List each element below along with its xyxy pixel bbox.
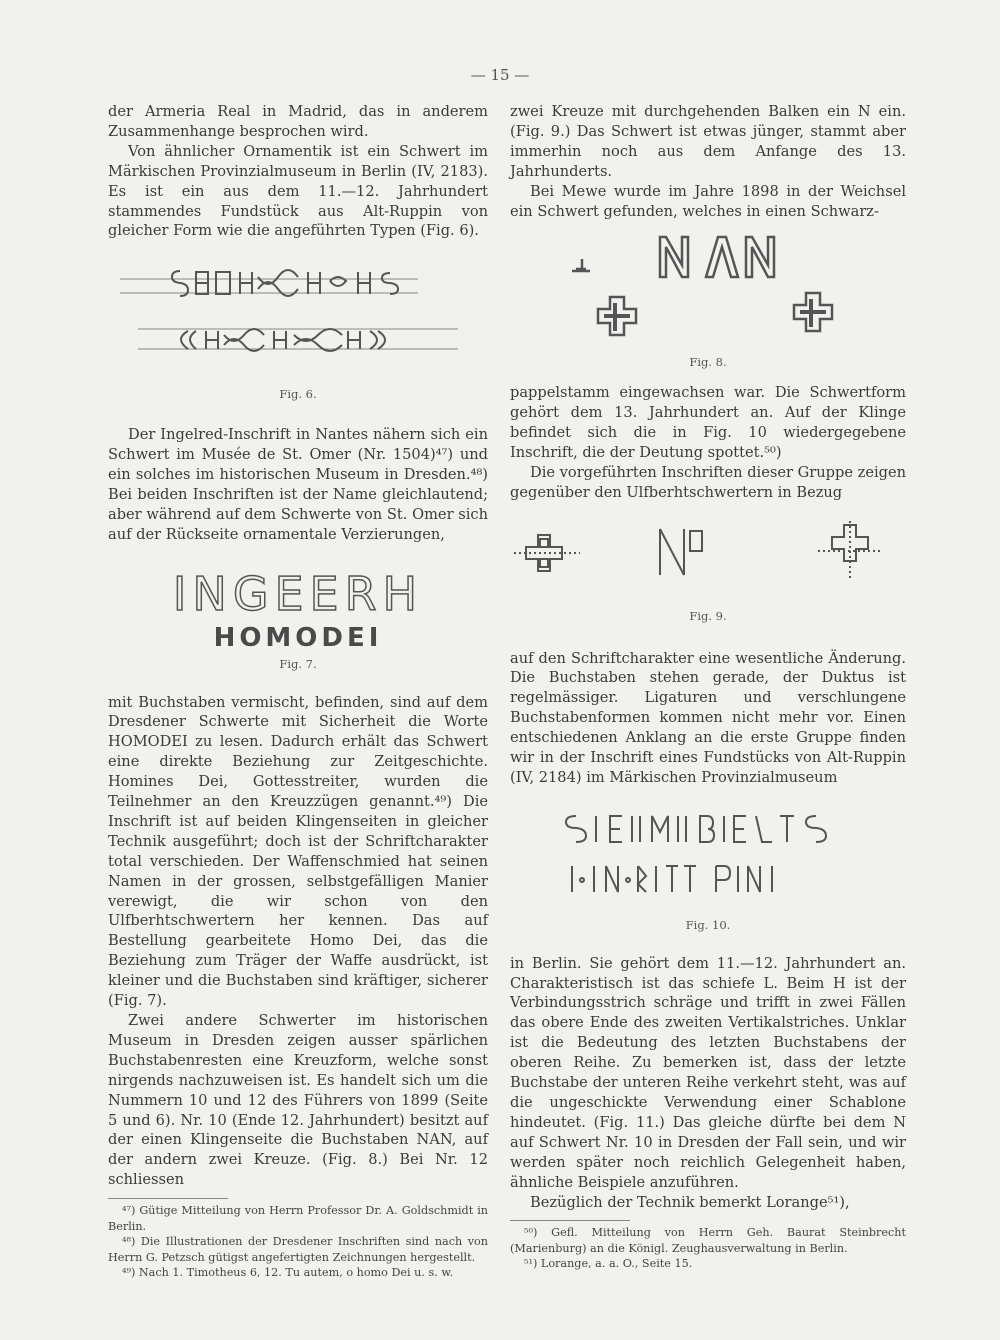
paragraph: mit Buchstaben vermischt, befinden, sind auf dem Dresdener Schwerte mit Sicherheit die Worte HOMODEI zu lesen. Dadurch erhält das Schwert eine direkte Beziehung zur Zeitgeschichte. Homines Dei, Gottesstreiter, wurden die Teilnehmer an den Kreuzzügen genannt.⁴⁹) Die Inschrift ist auf beiden Klingenseiten in gleicher Technik ausgeführt; doch ist der Schriftcharakter total verschieden. Der Waffenschmied hat seinen Namen in der grossen, selbstgefälligen Manier verewigt, die wir schon von den Ulfberhtschwertern her kennen. Das auf Bestellung gearbeitete Homo Dei, das die Beziehung zum Träger der Waffe ausdrückt, ist kleiner und die Buchstaben sind kräftiger, sicherer (Fig. 7). (108, 693, 488, 1010)
sword-inscription-illustration (108, 269, 488, 379)
figure-8 (510, 227, 906, 373)
right-column (510, 102, 906, 1272)
paragraph: Zwei andere Schwerter im historischen Museum in Dresden zeigen ausser spärlichen Buchstabenresten eine Kreuzform, welche sonst nirgends nachzuweisen ist. Es handelt sich um die Nummern 10 und 12 des Führers von 1899 (Seite 5 und 6). Nr. 10 (Ende 12. Jahrhundert) besitzt auf der einen Klingenseite die Buchstaben NAN, auf der andern zwei Kreuze. (Fig. 8.) Bei Nr. 12 schliessen (108, 1012, 488, 1189)
inscription-homodei: HOMODEI (213, 622, 383, 653)
page-number: — 15 — (470, 66, 530, 84)
figure-caption: Fig. 10. (685, 917, 731, 932)
paragraph: Der Ingelred-Inschrift in Nantes nähern sich ein Schwert im Musée de St. Omer (Nr. 1504)⁴⁷) und ein solches im historischen Museum in Dresden.⁴⁸) Bei beiden Inschriften ist der Name gleichlautend; aber während auf dem Schwerte von St. Omer sich auf der Rückseite ornamentale Verzierungen, (108, 426, 488, 543)
footnote: ⁵¹) Lorange, a. a. O., Seite 15. (524, 1257, 693, 1271)
crosses-n-illustration (510, 521, 906, 601)
footnotes-left (108, 1198, 488, 1281)
paragraph: Von ähnlicher Ornamentik ist ein Schwert im Märkischen Provinzialmuseum in Berlin (IV, 2183). Es ist ein aus dem 11.—12. Jahrhundert stammendes Fundstück aus Alt-Ruppin von gleicher Form wie die angeführten Typen (Fig. 6). (108, 142, 488, 240)
figure-caption: Fig. 9. (689, 608, 727, 623)
paragraph: in Berlin. Sie gehört dem 11.—12. Jahrhundert an. Charakteristisch ist das schiefe L. Beim H ist der Verbindungsstrich schräge und trifft in zwei Fällen das obere Ende des zweiten Vertikalstriches. Unklar ist die Bedeutung des letzten Buchstabens der oberen Reihe. Zu bemerken ist, dass der letzte Buchstabe der unteren Reihe verkehrt steht, was auf die ungeschickte Verwendung einer Schablone hindeutet. (Fig. 11.) Das gleiche dürfte bei dem N auf Schwert Nr. 10 in Dresden der Fall sein, und wir werden später noch reichlich Gelegenheit haben, ähnliche Beispiele anzuführen. (510, 954, 906, 1191)
steinmbielts-inscription-illustration (510, 810, 906, 910)
left-column (108, 102, 488, 1281)
footnote: ⁴⁷) Gütige Mitteilung von Herrn Professor Dr. A. Goldschmidt in Berlin. (108, 1204, 488, 1233)
paragraph: zwei Kreuze mit durchgehenden Balken ein N ein. (Fig. 9.) Das Schwert ist etwas jünger, stammt aber immerhin noch aus dem Anfange des 13. Jahrhunderts. (510, 103, 906, 180)
footnote: ⁴⁹) Nach 1. Timotheus 6, 12. Tu autem, o homo Dei u. s. w. (122, 1266, 454, 1280)
paragraph: Die vorgeführten Inschriften dieser Gruppe zeigen gegenüber den Ulfberhtschwertern in Bezug (510, 463, 906, 501)
figure-10 (510, 810, 906, 936)
nan-crosses-illustration (510, 227, 906, 347)
footnote: ⁴⁸) Die Illustrationen der Dresdener Inschriften sind nach von Herrn G. Petzsch gütigst angefertigten Zeichnungen hergestellt. (108, 1235, 488, 1264)
paragraph: der Armeria Real in Madrid, das in anderem Zusammenhange besprochen wird. (108, 103, 488, 140)
paragraph: Bezüglich der Technik bemerkt Lorange⁵¹), (530, 1193, 850, 1211)
figure-7 (108, 567, 488, 675)
inscription-ingeerh: INGEERH (172, 566, 424, 621)
paragraph: Bei Mewe wurde im Jahre 1898 in der Weichsel ein Schwert gefunden, welches in einen Schwarz- (510, 182, 906, 220)
footnote: ⁵⁰) Gefl. Mitteilung von Herrn Geh. Baurat Steinbrecht (Marienburg) an die Königl. Zeughausverwaltung in Berlin. (510, 1226, 906, 1255)
figure-caption: Fig. 8. (689, 355, 727, 370)
paragraph: auf den Schriftcharakter eine wesentliche Änderung. Die Buchstaben stehen gerade, der Duktus ist regelmässiger. Ligaturen und verschlungene Buchstabenformen kommen nicht mehr vor. Einen entschiedenen Anklang an die erste Gruppe finden wir in der Inschrift eines Fundstücks von Alt-Ruppin (IV, 2184) im Märkischen Provinzialmuseum (510, 649, 906, 786)
figure-6 (108, 269, 488, 405)
footnotes-right (510, 1220, 906, 1272)
figure-caption: Fig. 7. (279, 656, 317, 671)
paragraph: pappelstamm eingewachsen war. Die Schwertform gehört dem 13. Jahrhundert an. Auf der Klinge befindet sich die in Fig. 10 wiedergegebene Inschrift, die der Deutung spottet.⁵⁰) (510, 384, 906, 461)
figure-caption: Fig. 6. (279, 387, 317, 402)
figure-9 (510, 521, 906, 627)
